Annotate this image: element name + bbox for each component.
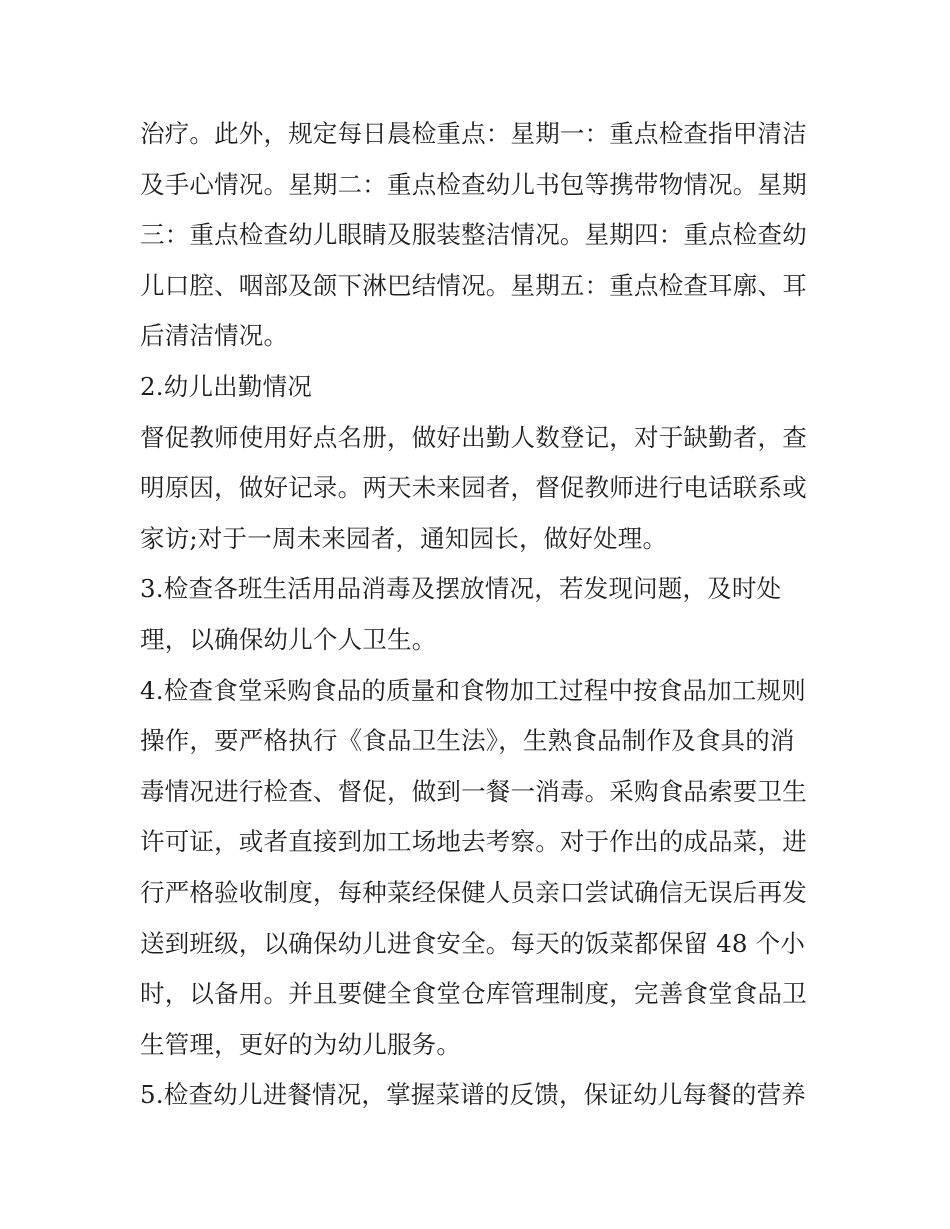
text-line: 督促教师使用好点名册，做好出勤人数登记，对于缺勤者，查	[140, 422, 807, 452]
text-line: 时，以备用。并且要健全食堂仓库管理制度，完善食堂食品卫	[140, 979, 807, 1009]
text-line: 及手心情况。星期二：重点检查幼儿书包等携带物情况。星期	[140, 169, 807, 199]
document-body	[140, 109, 820, 1121]
text-line: 生管理，更好的为幼儿服务。	[140, 1029, 462, 1059]
section-item-4: 4.检查食堂采购食品的质量和食物加工过程中按食品加工规则	[140, 675, 806, 705]
text-line: 毒情况进行检查、督促，做到一餐一消毒。采购食品索要卫生	[140, 776, 807, 806]
section-item-5: 5.检查幼儿进餐情况，掌握菜谱的反馈，保证幼儿每餐的营养	[140, 1080, 806, 1110]
text-line: 三：重点检查幼儿眼睛及服装整洁情况。星期四：重点检查幼	[140, 220, 807, 250]
text-line: 后清洁情况。	[140, 321, 289, 351]
text-line: 送到班级，以确保幼儿进食安全。每天的饭菜都保留 48 个小	[140, 928, 806, 958]
text-line: 操作，要严格执行《食品卫生法》，生熟食品制作及食具的消	[140, 726, 795, 756]
text-line: 明原因，做好记录。两天未来园者，督促教师进行电话联系或	[140, 473, 807, 503]
text-line: 许可证，或者直接到加工场地去考察。对于作出的成品菜，进	[140, 827, 807, 857]
section-heading-attendance: 2.幼儿出勤情况	[140, 371, 312, 401]
text-line: 行严格验收制度，每种菜经保健人员亲口尝试确信无误后再发	[140, 877, 807, 907]
text-line: 理，以确保幼儿个人卫生。	[140, 624, 437, 654]
text-line: 治疗。此外，规定每日晨检重点：星期一：重点检查指甲清洁	[140, 119, 807, 148]
text-line: 儿口腔、咽部及颌下淋巴结情况。星期五：重点检查耳廓、耳	[140, 270, 807, 300]
section-item-3: 3.检查各班生活用品消毒及摆放情况，若发现问题，及时处	[140, 574, 782, 604]
text-line: 家访;对于一周未来园者，通知园长，做好处理。	[140, 523, 668, 553]
